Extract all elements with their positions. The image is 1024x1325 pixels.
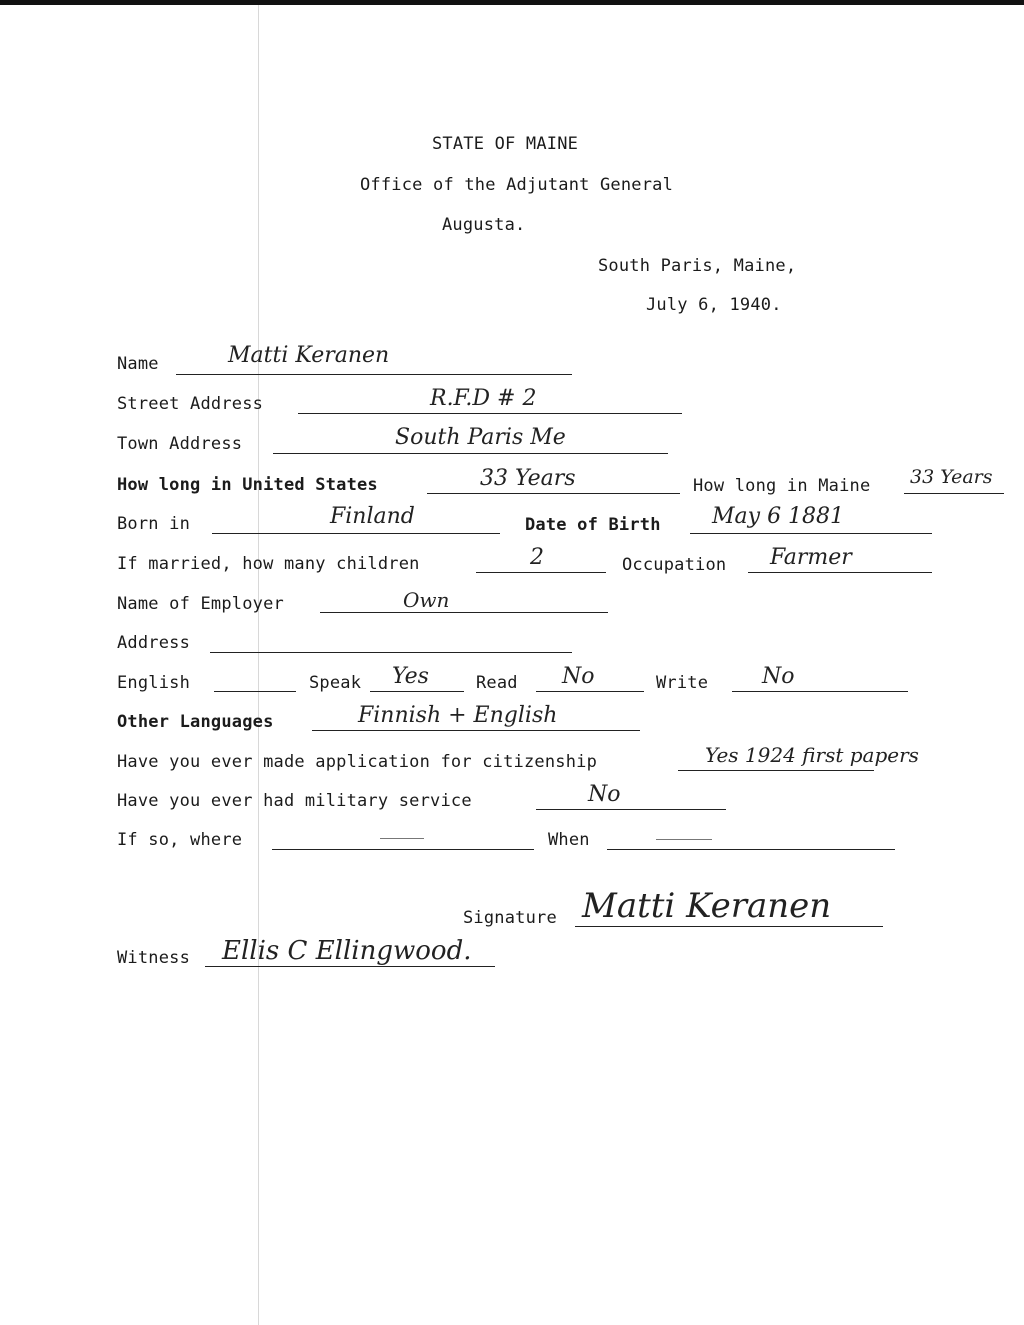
label-signature: Signature — [463, 908, 557, 928]
when-line — [607, 849, 895, 850]
military-line — [536, 809, 726, 810]
street-line — [298, 413, 682, 414]
label-military: Have you ever had military service — [117, 791, 472, 811]
label-street: Street Address — [117, 394, 264, 414]
header-office: Office of the Adjutant General — [360, 175, 674, 195]
how-long-us-line — [427, 493, 680, 494]
value-street: R.F.D # 2 — [430, 386, 537, 411]
label-citizenship: Have you ever made application for citizenship — [117, 752, 598, 772]
label-date-of-birth: Date of Birth — [525, 515, 661, 535]
scan-border — [0, 0, 1024, 5]
label-name: Name — [117, 354, 159, 374]
value-read: No — [562, 664, 595, 689]
where-dash-mark — [380, 838, 424, 839]
value-town: South Paris Me — [395, 425, 566, 450]
value-witness: Ellis C Ellingwood. — [222, 936, 472, 966]
value-name: Matti Keranen — [228, 343, 390, 368]
label-employer: Name of Employer — [117, 594, 284, 614]
label-how-long-us: How long in United States — [117, 475, 378, 495]
label-other-languages: Other Languages — [117, 712, 274, 732]
label-occupation: Occupation — [622, 555, 727, 575]
value-speak: Yes — [392, 664, 429, 689]
how-long-maine-line — [904, 493, 1004, 494]
value-employer: Own — [403, 588, 450, 612]
name-line — [176, 374, 572, 375]
occupation-line — [748, 572, 932, 573]
label-born-in: Born in — [117, 514, 191, 534]
label-if-so-where: If so, where — [117, 830, 243, 850]
label-read: Read — [476, 673, 518, 693]
value-how-long-us: 33 Years — [480, 466, 576, 491]
write-line — [732, 691, 908, 692]
value-date-of-birth: May 6 1881 — [712, 504, 845, 529]
value-born-in: Finland — [330, 504, 415, 529]
value-citizenship: Yes 1924 first papers — [705, 743, 919, 767]
label-children: If married, how many children — [117, 554, 420, 574]
value-how-long-maine: 33 Years — [910, 466, 993, 488]
date-of-birth-line — [690, 533, 932, 534]
label-how-long-maine: How long in Maine — [693, 476, 871, 496]
header-state: STATE OF MAINE — [432, 134, 579, 154]
label-write: Write — [656, 673, 709, 693]
label-witness: Witness — [117, 948, 191, 968]
label-when: When — [548, 830, 590, 850]
scan-fold-line — [258, 5, 259, 1325]
label-town: Town Address — [117, 434, 243, 454]
signature-line — [575, 926, 883, 927]
employer-line — [320, 612, 608, 613]
header-date: July 6, 1940. — [646, 295, 782, 315]
value-write: No — [762, 664, 795, 689]
born-in-line — [212, 533, 500, 534]
label-address: Address — [117, 633, 191, 653]
header-city: Augusta. — [442, 215, 526, 235]
children-line — [476, 572, 606, 573]
label-speak: Speak — [309, 673, 362, 693]
witness-line — [205, 966, 495, 967]
header-place: South Paris, Maine, — [598, 256, 797, 276]
town-line — [273, 453, 668, 454]
speak-line — [370, 691, 464, 692]
citizenship-line — [678, 770, 874, 771]
value-occupation: Farmer — [770, 545, 852, 570]
when-dash-mark — [656, 839, 712, 840]
value-children: 2 — [530, 545, 544, 570]
value-other-languages: Finnish + English — [358, 703, 558, 728]
other-languages-line — [312, 730, 640, 731]
label-english: English — [117, 673, 191, 693]
where-line — [272, 849, 534, 850]
english-line — [214, 691, 296, 692]
value-signature: Matti Keranen — [582, 886, 832, 926]
value-military: No — [588, 782, 621, 807]
address-line — [210, 652, 572, 653]
read-line — [536, 691, 644, 692]
